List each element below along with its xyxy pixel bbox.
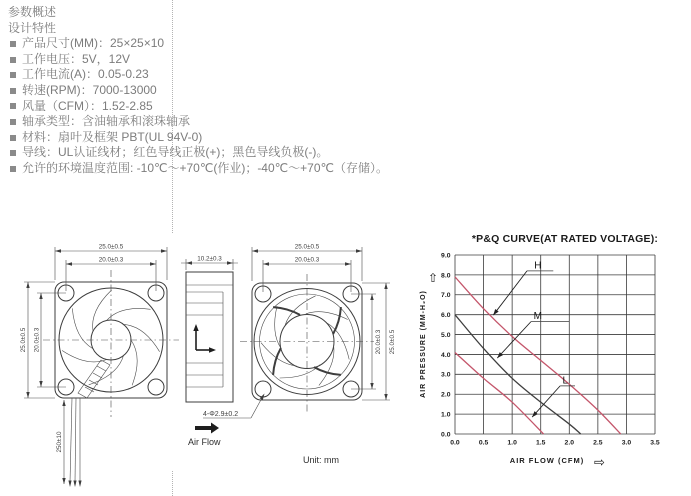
spec-heading-design [8, 21, 428, 37]
spec-item-bearing [8, 114, 428, 130]
bullet-square-icon [10, 72, 16, 78]
svg-text:3.0: 3.0 [621, 439, 632, 447]
svg-text:M: M [533, 311, 543, 323]
svg-text:1.5: 1.5 [535, 439, 546, 447]
spec-item-dimensions [8, 36, 428, 52]
dim-back-hole-pitch-v: 20.0±0.3 [375, 329, 382, 355]
dim-front-height: 25.0±0.5 [20, 327, 27, 353]
spec-item-text: 材料：扇叶及框架 PBT(UL 94V-0) [22, 129, 203, 144]
spec-item-speed [8, 83, 428, 99]
pq-curve-chart [415, 230, 691, 496]
bullet-square-icon [10, 88, 16, 94]
spec-item-airflow [8, 99, 428, 115]
dim-back-hole-pitch: 20.0±0.3 [294, 256, 320, 264]
spec-item-current [8, 67, 428, 83]
unit-label: Unit: mm [303, 455, 339, 465]
svg-text:2.0: 2.0 [441, 391, 451, 399]
svg-text:3.0: 3.0 [441, 371, 451, 379]
spec-item-text: 轴承类型：含油轴承和滚珠轴承 [22, 114, 191, 129]
dim-back-width: 25.0±0.5 [294, 243, 320, 251]
dim-back-height: 25.0±0.5 [389, 329, 396, 355]
up-arrow-icon: ⇧ [428, 271, 439, 285]
dim-front-hole-pitch-v: 20.0±0.3 [33, 327, 41, 353]
rotation-direction-icon [193, 324, 216, 353]
side-dimension-depth [181, 256, 238, 271]
svg-text:1.0: 1.0 [507, 439, 517, 447]
svg-text:9.0: 9.0 [441, 252, 451, 260]
bullet-square-icon [10, 103, 16, 109]
bullet-square-icon [10, 166, 16, 172]
bullet-square-icon [10, 150, 16, 156]
spec-heading-overview [8, 5, 428, 21]
svg-text:5.0: 5.0 [441, 331, 451, 339]
svg-text:6.0: 6.0 [441, 312, 451, 320]
spec-item-temperature [8, 161, 428, 177]
svg-text:0.5: 0.5 [478, 439, 489, 447]
spec-item-leadwire [8, 145, 428, 161]
air-flow-label-group [188, 423, 221, 448]
air-flow-label: Air Flow [188, 437, 221, 447]
fan-front-view [20, 244, 179, 488]
spec-heading-text: 参数概述 [8, 5, 57, 19]
dim-wire-length: 250±10 [56, 431, 63, 453]
chart-title: *P&Q CURVE(AT RATED VOLTAGE): [471, 233, 659, 245]
fan-technical-drawing [15, 232, 415, 496]
wire-length-dimension [56, 400, 66, 484]
bullet-square-icon [10, 119, 16, 125]
bullet-square-icon [10, 135, 16, 141]
svg-text:0.0: 0.0 [450, 439, 460, 447]
svg-text:7.0: 7.0 [441, 292, 451, 300]
svg-text:8.0: 8.0 [441, 272, 451, 280]
y-axis-label: AIR PRESSURE (MM-H₂O) [420, 290, 427, 398]
spec-item-text: 工作电压：5V，12V [22, 51, 131, 66]
spec-item-material [8, 130, 428, 146]
fan-back-view [203, 244, 396, 419]
svg-text:3.5: 3.5 [650, 439, 660, 447]
x-axis-label: AIR FLOW (CFM) [509, 456, 585, 465]
hole-note-text: 4-Φ2.9±0.2 [203, 411, 239, 418]
svg-text:2.5: 2.5 [593, 439, 603, 447]
svg-text:4.0: 4.0 [441, 351, 451, 359]
spec-item-text: 允许的环境温度范围: -10℃～+70℃(作业)；-40℃～+70℃（存储）。 [22, 160, 388, 175]
spec-item-text: 工作电流(A)：0.05-0.23 [22, 67, 149, 82]
wire-channel-hatch [78, 360, 110, 398]
svg-text:L: L [562, 375, 569, 387]
spec-item-text: 风量（CFM）：1.52-2.85 [22, 98, 153, 113]
lead-wires [68, 398, 81, 487]
svg-text:1.0: 1.0 [441, 411, 451, 419]
spec-heading-text: 设计特性 [8, 20, 57, 35]
spec-block [8, 5, 428, 177]
spec-item-text: 导线：UL认证线材；红色导线正极(+)；黑色导线负极(-)。 [22, 145, 329, 160]
dim-side-depth: 10.2±0.3 [197, 255, 222, 263]
svg-text:2.0: 2.0 [564, 439, 575, 447]
bullet-square-icon [10, 57, 16, 63]
spec-item-text: 产品尺寸(MM)：25×25×10 [22, 36, 165, 51]
air-flow-arrow-icon [211, 423, 219, 434]
spec-item-text: 转速(RPM)：7000-13000 [22, 82, 157, 97]
mounting-hole-callout [203, 394, 265, 419]
fan-side-view [181, 256, 238, 403]
right-arrow-icon: ⇨ [594, 454, 605, 470]
svg-text:0.0: 0.0 [441, 431, 451, 439]
svg-text:H: H [534, 260, 542, 272]
spec-item-voltage [8, 52, 428, 68]
bullet-square-icon [10, 41, 16, 47]
dim-front-hole-pitch: 20.0±0.3 [98, 256, 124, 264]
dim-front-width: 25.0±0.5 [98, 243, 124, 251]
